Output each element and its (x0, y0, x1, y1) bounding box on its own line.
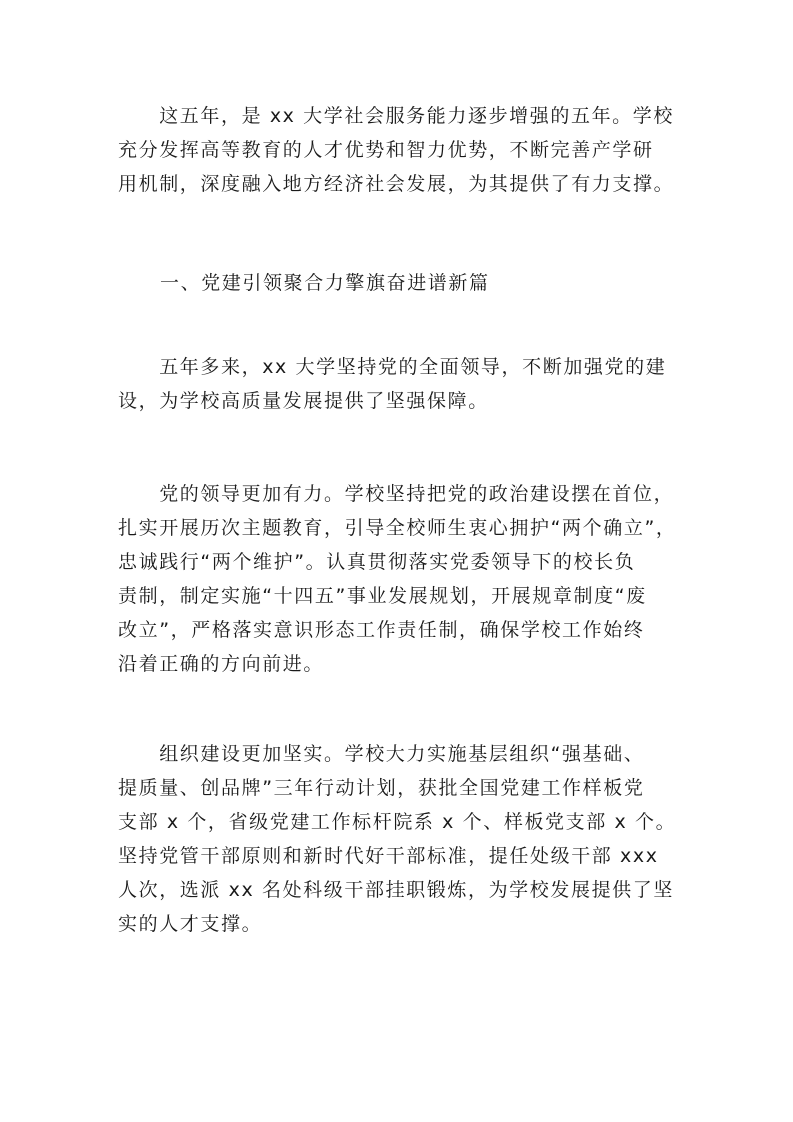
text-line: 提质量、创品牌”三年行动计划，获批全国党建工作样板党 (118, 777, 645, 799)
text-line: 改立”，严格落实意识形态工作责任制，确保学校工作始终 (118, 619, 645, 641)
text-line: 扎实开展历次主题教育，引导全校师生衷心拥护“两个确立”， (118, 517, 677, 539)
paragraph-party-leadership (118, 477, 684, 681)
text-line: 坚持党管干部原则和新时代好干部标准，提任处级干部 xxx (118, 845, 659, 867)
text-line: 忠诚践行“两个维护”。认真贯彻落实党委领导下的校长负 (118, 551, 636, 573)
text-line: 支部 x 个，省级党建工作标杆院系 x 个、样板党支部 x 个。 (118, 811, 677, 833)
text-line: 设，为学校高质量发展提供了坚强保障。 (118, 390, 489, 412)
text-line: 这五年，是 xx 大学社会服务能力逐步增强的五年。学校 (118, 105, 674, 127)
text-line: 责制，制定实施“十四五”事业发展规划，开展规章制度“废 (118, 585, 647, 607)
text-line: 实的人才支撑。 (118, 913, 263, 935)
section-heading: 一、党建引领聚合力擎旗奋进谱新篇 (160, 272, 490, 294)
text-line: 充分发挥高等教育的人才优势和智力优势，不断完善产学研 (118, 139, 654, 161)
paragraph-organization-building (118, 737, 684, 941)
text-line: 用机制，深度融入地方经济社会发展，为其提供了有力支撑。 (118, 173, 675, 195)
text-line: 人次，选派 xx 名处科级干部挂职锻炼，为学校发展提供了坚 (118, 879, 674, 901)
text-line: 沿着正确的方向前进。 (118, 653, 325, 675)
text-line: 党的领导更加有力。学校坚持把党的政治建设摆在首位， (118, 483, 675, 505)
paragraph-party-leadership-intro (118, 350, 684, 418)
text-line: 组织建设更加坚实。学校大力实施基层组织“强基础、 (118, 743, 645, 765)
text-line: 五年多来，xx 大学坚持党的全面领导，不断加强党的建 (118, 356, 667, 378)
paragraph-social-service (118, 99, 684, 201)
